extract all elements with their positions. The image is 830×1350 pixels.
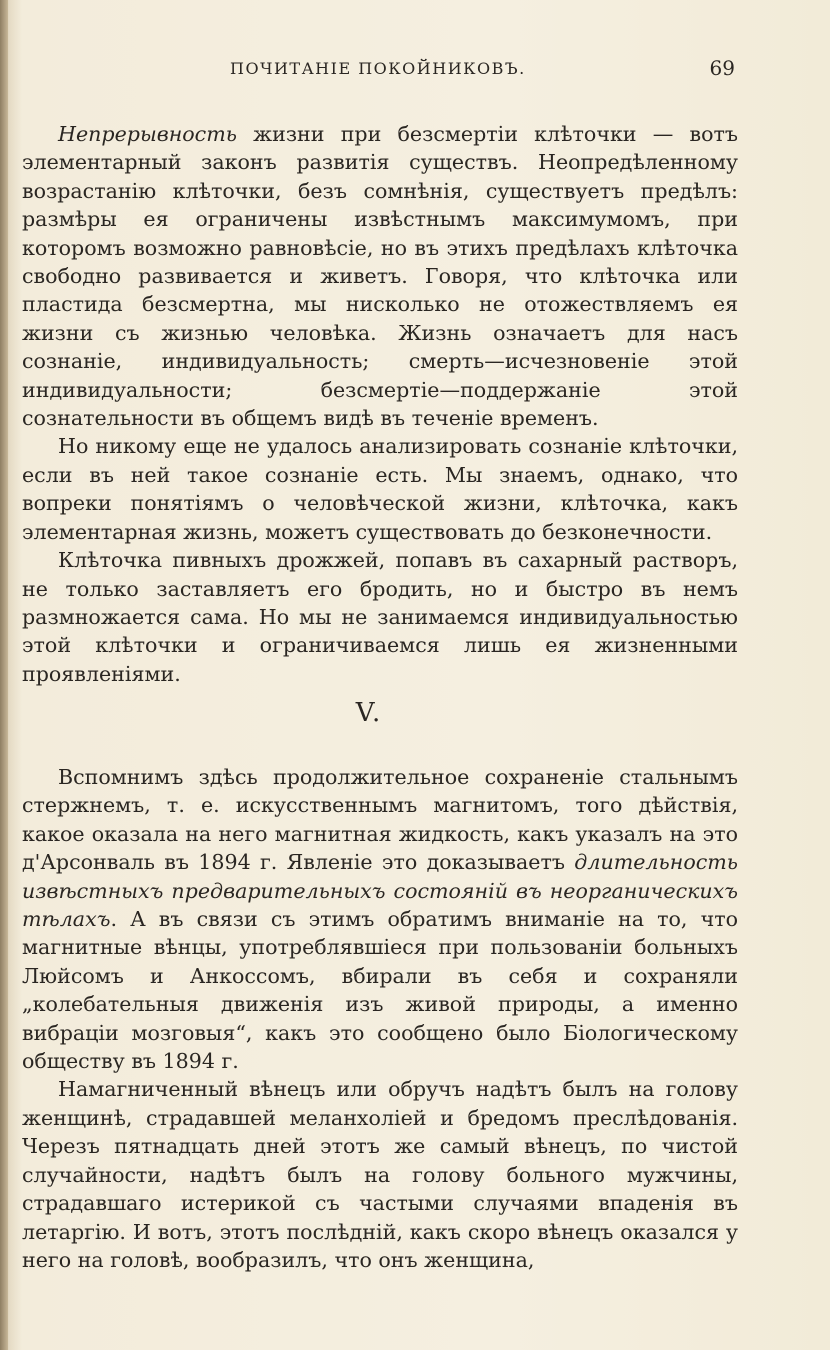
text-block-section-v: [22, 763, 738, 1274]
section-number: V.: [355, 698, 383, 728]
italic-emphasis: Непрерывность: [58, 122, 237, 146]
page-number: 69: [709, 56, 735, 80]
running-header: [60, 56, 735, 84]
paragraph: [22, 763, 738, 1075]
paragraph: Но никому еще не удалось анализировать сознаніе клѣточки, если въ ней такое сознаніе есть. Мы знаемъ, однако, что вопреки понятіямъ о человѣческой жизни, клѣточка, какъ элементарная жизнь, можетъ существовать до безконечности.: [22, 434, 738, 544]
italic-emphasis: длительность извѣстныхъ предварительныхъ состояній въ неорганическихъ тѣлахъ: [22, 850, 738, 932]
paragraph-text: . А въ связи съ этимъ обратимъ вниманіе на то, что магнитные вѣнцы, употреблявшіеся при пользованіи больныхъ Люйсомъ и Анкоссомъ, вбирали въ себя и сохраняли „колебательныя движенія изъ живой природы, а именно вибраціи мозговыя“, какъ это сообщено было Біологическому обществу въ 1894 г.: [22, 907, 738, 1074]
paragraph: Намагниченный вѣнецъ или обручъ надѣтъ былъ на голову женщинѣ, страдавшей меланхоліей и бредомъ преслѣдованія. Черезъ пятнадцать дней этотъ же самый вѣнецъ, по чистой случайности, надѣтъ былъ на голову больного мужчины, страдавшаго истерикой съ частыми случаями впаденія въ летаргію. И вотъ, этотъ послѣдній, какъ скоро вѣнецъ оказался у него на головѣ, вообразилъ, что онъ женщина,: [22, 1077, 738, 1272]
paragraph-text: Вспомнимъ здѣсь продолжительное сохраненіе стальнымъ стержнемъ, т. е. искусственнымъ магнитомъ, того дѣйствія, какое оказала на него магнитная жидкость, какъ указалъ на это д'Арсонваль въ 1894 г. Явленіе это доказываетъ: [22, 765, 738, 875]
paragraph: [22, 120, 738, 432]
page-binding-edge: [0, 0, 8, 1350]
running-title: ПОЧИТАНІЕ ПОКОЙНИКОВЪ.: [230, 59, 526, 78]
paragraph: Клѣточка пивныхъ дрожжей, попавъ въ сахарный растворъ, не только заставляетъ его бродить, но и быстро въ немъ размножается сама. Но мы не занимаемся индивидуальностью этой клѣточки и ограничиваемся лишь ея жизненными проявленіями.: [22, 548, 738, 686]
text-block-before-section: [22, 120, 738, 688]
paragraph-text: жизни при безсмертіи клѣточки — вотъ элементарный законъ развитія существъ. Неопредѣленному возрастанію клѣточки, безъ сомнѣнія, существуетъ предѣлъ: размѣры ея ограничены извѣстнымъ максимумомъ, при которомъ возможно равновѣсіе, но въ этихъ предѣлахъ клѣточка свободно развивается и живетъ. Говоря, что клѣточка или пластида безсмертна, мы нисколько не отожествляемъ ея жизни съ жизнью человѣка. Жизнь означаетъ для насъ сознаніе, индивидуальность; смерть—исчезновеніе этой индивидуальности; безсмертіе—поддержаніе этой сознательности въ общемъ видѣ въ теченіе временъ.: [22, 122, 738, 431]
